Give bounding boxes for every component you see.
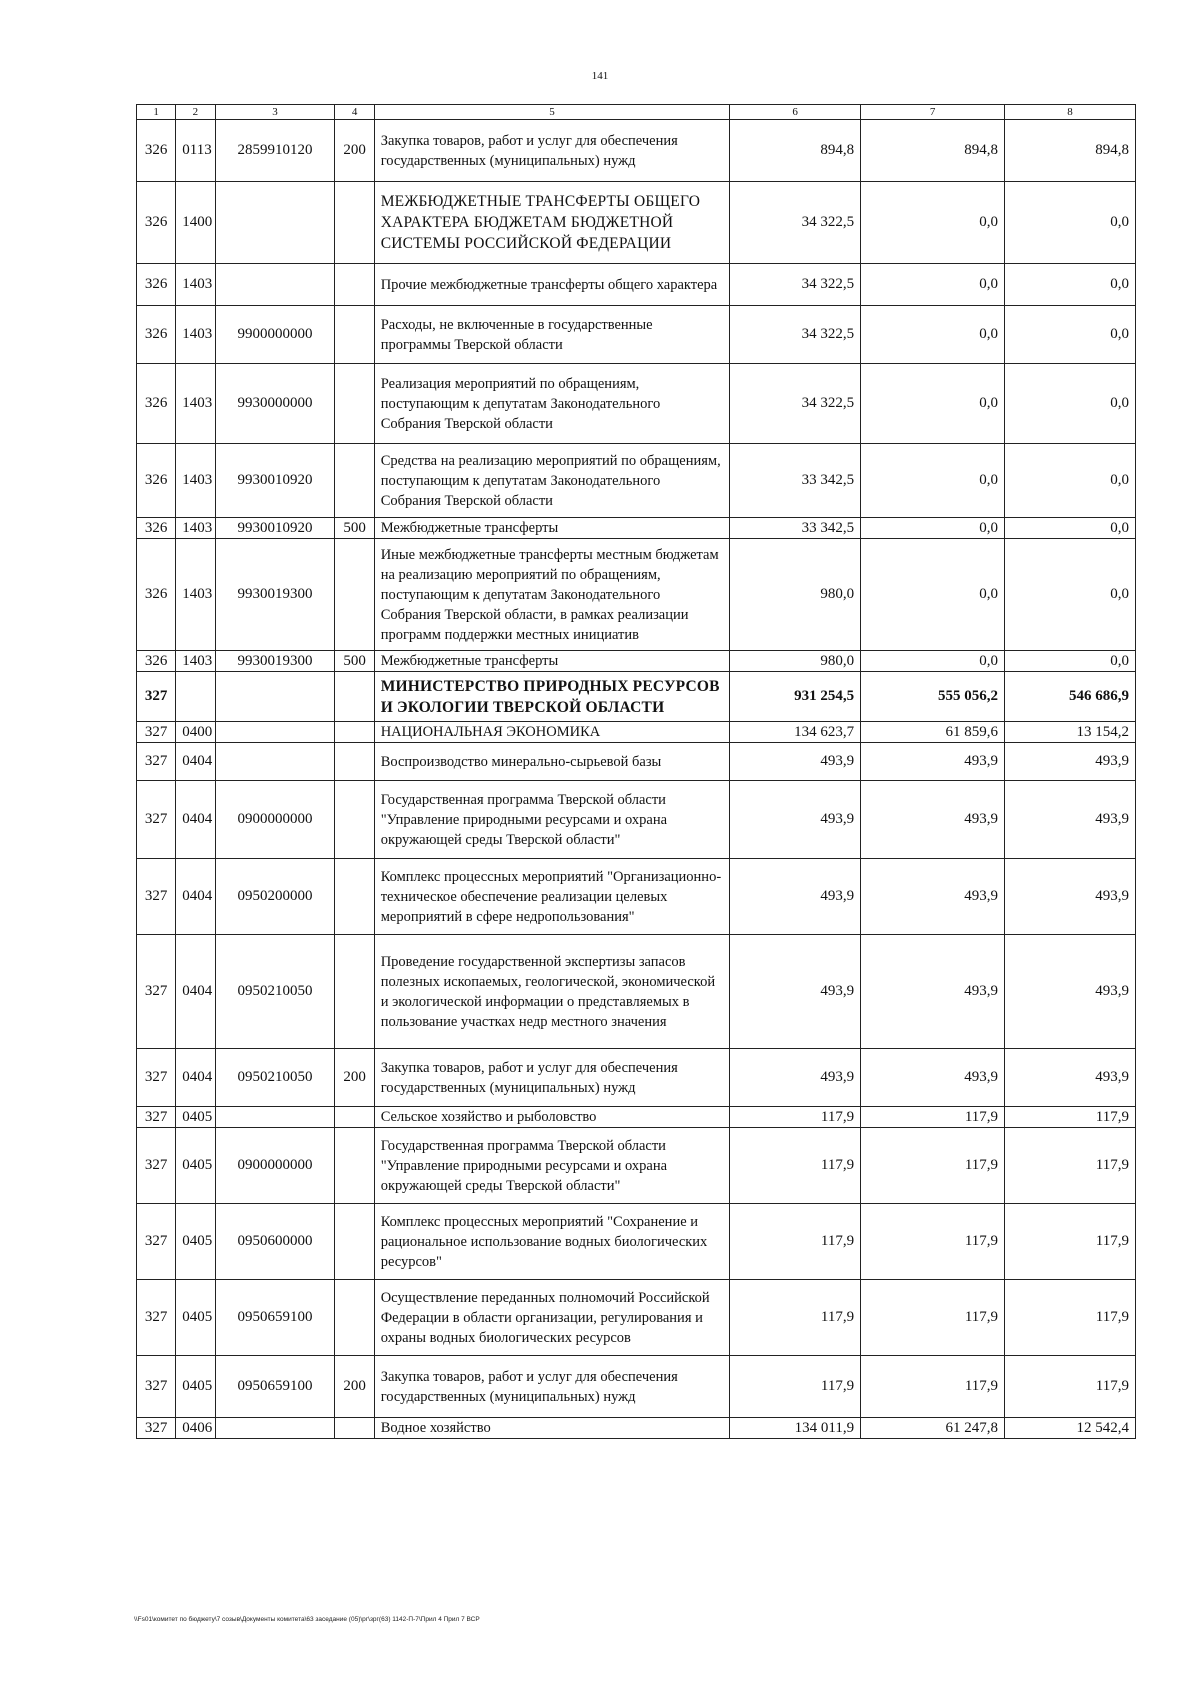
table-cell: Реализация мероприятий по обращениям, поступающим к депутатам Законодательного Собрания Тверской области xyxy=(374,364,730,444)
table-cell: 9930000000 xyxy=(215,364,335,444)
table-cell: 493,9 xyxy=(1005,743,1136,781)
table-cell: 0405 xyxy=(176,1356,215,1418)
page-number: 141 xyxy=(591,70,609,82)
table-cell: Проведение государственной экспертизы запасов полезных ископаемых, геологической, экономической и экологической информации о представляемых в пользование участках недр местного значения xyxy=(374,935,730,1049)
table-cell: 117,9 xyxy=(861,1356,1005,1418)
table-cell: 0404 xyxy=(176,781,215,859)
table-cell: 327 xyxy=(137,722,176,743)
table-cell: 1403 xyxy=(176,306,215,364)
table-cell: Сельское хозяйство и рыболовство xyxy=(374,1107,730,1128)
table-cell: 493,9 xyxy=(730,743,861,781)
table-cell: 0404 xyxy=(176,859,215,935)
table-cell: 326 xyxy=(137,182,176,264)
table-cell: 117,9 xyxy=(861,1107,1005,1128)
table-row xyxy=(137,306,1136,364)
table-cell: 980,0 xyxy=(730,651,861,672)
table-header-row xyxy=(137,105,1136,120)
table-cell xyxy=(215,743,335,781)
table-cell: 327 xyxy=(137,672,176,722)
table-cell: 0405 xyxy=(176,1128,215,1204)
table-cell: 0,0 xyxy=(861,182,1005,264)
table-cell: 0950659100 xyxy=(215,1280,335,1356)
table-cell xyxy=(335,264,374,306)
table-cell: 326 xyxy=(137,264,176,306)
table-cell: 327 xyxy=(137,1049,176,1107)
table-row xyxy=(137,364,1136,444)
table-cell xyxy=(215,1418,335,1439)
table-cell: 0900000000 xyxy=(215,781,335,859)
table-cell: 327 xyxy=(137,935,176,1049)
table-cell: 0404 xyxy=(176,935,215,1049)
table-row xyxy=(137,264,1136,306)
table-cell: 117,9 xyxy=(730,1356,861,1418)
table-cell: 326 xyxy=(137,539,176,651)
table-row xyxy=(137,1128,1136,1204)
footer-file-path: \\Fs01\комитет по бюджету\7 созыв\Документы комитета\63 заседание (05)\рг\зрг(63) 1142-П-7\Прил 4 Прил 7 ВСР xyxy=(134,1616,480,1623)
table-cell: 0405 xyxy=(176,1204,215,1280)
table-cell: 327 xyxy=(137,1107,176,1128)
table-cell xyxy=(215,264,335,306)
table-cell: 493,9 xyxy=(861,781,1005,859)
table-cell: 117,9 xyxy=(1005,1204,1136,1280)
table-cell: 0405 xyxy=(176,1280,215,1356)
table-cell: 0950210050 xyxy=(215,1049,335,1107)
table-cell: 327 xyxy=(137,1128,176,1204)
table-cell: МИНИСТЕРСТВО ПРИРОДНЫХ РЕСУРСОВ И ЭКОЛОГИИ ТВЕРСКОЙ ОБЛАСТИ xyxy=(374,672,730,722)
table-cell: Государственная программа Тверской области "Управление природными ресурсами и охрана окружающей среды Тверской области" xyxy=(374,781,730,859)
table-cell xyxy=(335,1280,374,1356)
table-cell: 0,0 xyxy=(861,518,1005,539)
table-cell: Прочие межбюджетные трансферты общего характера xyxy=(374,264,730,306)
table-cell xyxy=(335,182,374,264)
column-header: 7 xyxy=(861,105,1005,120)
table-cell: Закупка товаров, работ и услуг для обеспечения государственных (муниципальных) нужд xyxy=(374,1356,730,1418)
table-cell: 200 xyxy=(335,120,374,182)
table-cell: 0,0 xyxy=(861,539,1005,651)
table-cell: 1403 xyxy=(176,444,215,518)
table-cell: 61 247,8 xyxy=(861,1418,1005,1439)
table-cell: 0,0 xyxy=(861,306,1005,364)
table-cell: 327 xyxy=(137,743,176,781)
table-row xyxy=(137,722,1136,743)
table-cell xyxy=(335,1204,374,1280)
table-cell: Расходы, не включенные в государственные программы Тверской области xyxy=(374,306,730,364)
table-cell: Иные межбюджетные трансферты местным бюджетам на реализацию мероприятий по обращениям, поступающим к депутатам Законодательного Собрания Тверской области, в рамках реализации программ поддержки местных инициатив xyxy=(374,539,730,651)
table-body xyxy=(137,120,1136,1439)
table-cell: 9930019300 xyxy=(215,651,335,672)
table-cell: 0900000000 xyxy=(215,1128,335,1204)
column-header: 4 xyxy=(335,105,374,120)
table-cell: 327 xyxy=(137,1356,176,1418)
table-cell: НАЦИОНАЛЬНАЯ ЭКОНОМИКА xyxy=(374,722,730,743)
table-cell: 0,0 xyxy=(1005,264,1136,306)
table-row xyxy=(137,1280,1136,1356)
table-cell: 33 342,5 xyxy=(730,518,861,539)
table-cell: 1403 xyxy=(176,539,215,651)
table-cell: 12 542,4 xyxy=(1005,1418,1136,1439)
table-cell: 327 xyxy=(137,1204,176,1280)
table-cell: Межбюджетные трансферты xyxy=(374,651,730,672)
table-cell: 327 xyxy=(137,1280,176,1356)
table-cell: 493,9 xyxy=(1005,781,1136,859)
table-cell: 493,9 xyxy=(1005,1049,1136,1107)
table-row xyxy=(137,1418,1136,1439)
table-cell: 493,9 xyxy=(861,743,1005,781)
table-cell: 117,9 xyxy=(1005,1128,1136,1204)
budget-table xyxy=(136,104,1136,1439)
table-cell: 0950659100 xyxy=(215,1356,335,1418)
table-cell: Межбюджетные трансферты xyxy=(374,518,730,539)
table-cell xyxy=(335,539,374,651)
table-cell: 0,0 xyxy=(1005,444,1136,518)
table-cell: 980,0 xyxy=(730,539,861,651)
column-header: 6 xyxy=(730,105,861,120)
table-cell: 0406 xyxy=(176,1418,215,1439)
table-cell xyxy=(335,743,374,781)
table-cell: 493,9 xyxy=(730,859,861,935)
table-cell: 0,0 xyxy=(861,364,1005,444)
table-cell: 326 xyxy=(137,651,176,672)
table-cell: 1400 xyxy=(176,182,215,264)
table-cell: 34 322,5 xyxy=(730,182,861,264)
table-cell: 2859910120 xyxy=(215,120,335,182)
table-cell: 493,9 xyxy=(730,935,861,1049)
table-row xyxy=(137,444,1136,518)
table-cell xyxy=(335,306,374,364)
table-cell: 200 xyxy=(335,1356,374,1418)
table-cell: 117,9 xyxy=(1005,1356,1136,1418)
table-cell xyxy=(335,1128,374,1204)
table-cell: Закупка товаров, работ и услуг для обеспечения государственных (муниципальных) нужд xyxy=(374,1049,730,1107)
table-cell: 34 322,5 xyxy=(730,364,861,444)
table-cell: 117,9 xyxy=(861,1204,1005,1280)
table-cell: 546 686,9 xyxy=(1005,672,1136,722)
table-cell: Воспроизводство минерально-сырьевой базы xyxy=(374,743,730,781)
table-cell: 326 xyxy=(137,444,176,518)
table-cell: 1403 xyxy=(176,264,215,306)
table-cell: 493,9 xyxy=(861,935,1005,1049)
table-cell xyxy=(215,672,335,722)
table-cell: 117,9 xyxy=(730,1204,861,1280)
table-cell: 0950600000 xyxy=(215,1204,335,1280)
table-cell: 117,9 xyxy=(861,1128,1005,1204)
table-cell: 34 322,5 xyxy=(730,306,861,364)
table-cell: 0,0 xyxy=(1005,518,1136,539)
table-cell: 117,9 xyxy=(730,1128,861,1204)
table-cell: 134 623,7 xyxy=(730,722,861,743)
column-header: 1 xyxy=(137,105,176,120)
table-row xyxy=(137,1049,1136,1107)
table-cell: 200 xyxy=(335,1049,374,1107)
table-cell: 500 xyxy=(335,518,374,539)
table-row xyxy=(137,651,1136,672)
table-cell: 326 xyxy=(137,120,176,182)
table-row xyxy=(137,539,1136,651)
table-cell: 894,8 xyxy=(1005,120,1136,182)
table-row xyxy=(137,120,1136,182)
table-cell: 493,9 xyxy=(1005,859,1136,935)
table-cell: 33 342,5 xyxy=(730,444,861,518)
table-cell: 13 154,2 xyxy=(1005,722,1136,743)
table-row xyxy=(137,182,1136,264)
column-header: 3 xyxy=(215,105,335,120)
table-cell xyxy=(335,364,374,444)
table-cell: 0,0 xyxy=(861,444,1005,518)
table-cell: Средства на реализацию мероприятий по обращениям, поступающим к депутатам Законодательного Собрания Тверской области xyxy=(374,444,730,518)
table-cell: 117,9 xyxy=(730,1280,861,1356)
table-cell: 327 xyxy=(137,1418,176,1439)
table-cell: 326 xyxy=(137,306,176,364)
column-header: 2 xyxy=(176,105,215,120)
table-row xyxy=(137,1107,1136,1128)
table-cell: 9900000000 xyxy=(215,306,335,364)
table-cell: 9930010920 xyxy=(215,444,335,518)
table-cell: 117,9 xyxy=(1005,1280,1136,1356)
table-cell: 0,0 xyxy=(861,651,1005,672)
table-cell: Закупка товаров, работ и услуг для обеспечения государственных (муниципальных) нужд xyxy=(374,120,730,182)
table-row xyxy=(137,1204,1136,1280)
table-cell: 500 xyxy=(335,651,374,672)
table-cell: 117,9 xyxy=(730,1107,861,1128)
column-header: 5 xyxy=(374,105,730,120)
table-cell: 327 xyxy=(137,781,176,859)
table-cell: 9930019300 xyxy=(215,539,335,651)
table-cell: 0,0 xyxy=(1005,306,1136,364)
table-cell: 117,9 xyxy=(1005,1107,1136,1128)
table-cell: 493,9 xyxy=(861,1049,1005,1107)
table-cell: 493,9 xyxy=(861,859,1005,935)
table-cell xyxy=(215,722,335,743)
table-cell: 0113 xyxy=(176,120,215,182)
table-cell: 0405 xyxy=(176,1107,215,1128)
table-row xyxy=(137,1356,1136,1418)
table-cell: 34 322,5 xyxy=(730,264,861,306)
table-cell: 326 xyxy=(137,518,176,539)
table-row xyxy=(137,859,1136,935)
table-cell: 1403 xyxy=(176,364,215,444)
table-row xyxy=(137,935,1136,1049)
table-cell: Водное хозяйство xyxy=(374,1418,730,1439)
table-cell xyxy=(335,444,374,518)
table-cell: 493,9 xyxy=(730,781,861,859)
table-cell: 894,8 xyxy=(730,120,861,182)
table-cell: 327 xyxy=(137,859,176,935)
table-cell: Осуществление переданных полномочий Российской Федерации в области организации, регулирования и охраны водных биологических ресурсов xyxy=(374,1280,730,1356)
table-cell xyxy=(335,672,374,722)
table-row xyxy=(137,672,1136,722)
table-cell xyxy=(215,1107,335,1128)
table-cell: 0,0 xyxy=(1005,182,1136,264)
table-cell: 0,0 xyxy=(1005,651,1136,672)
table-cell: 326 xyxy=(137,364,176,444)
table-row xyxy=(137,518,1136,539)
table-cell: 1403 xyxy=(176,651,215,672)
table-cell: 493,9 xyxy=(730,1049,861,1107)
table-cell: 1403 xyxy=(176,518,215,539)
table-cell: 894,8 xyxy=(861,120,1005,182)
table-cell xyxy=(335,1107,374,1128)
table-cell: 0400 xyxy=(176,722,215,743)
table-cell: 931 254,5 xyxy=(730,672,861,722)
table-cell: Комплекс процессных мероприятий "Организационно-техническое обеспечение реализации целевых мероприятий в сфере недропользования" xyxy=(374,859,730,935)
table-cell: 555 056,2 xyxy=(861,672,1005,722)
table-cell xyxy=(215,182,335,264)
table-cell xyxy=(176,672,215,722)
table-cell: 117,9 xyxy=(861,1280,1005,1356)
table-cell xyxy=(335,859,374,935)
table-cell: 0404 xyxy=(176,743,215,781)
table-cell: 0,0 xyxy=(1005,539,1136,651)
table-cell: 493,9 xyxy=(1005,935,1136,1049)
table-cell: 0,0 xyxy=(861,264,1005,306)
table-cell xyxy=(335,781,374,859)
table-cell xyxy=(335,722,374,743)
table-row xyxy=(137,781,1136,859)
table-cell: Комплекс процессных мероприятий "Сохранение и рациональное использование водных биологических ресурсов" xyxy=(374,1204,730,1280)
table-cell: МЕЖБЮДЖЕТНЫЕ ТРАНСФЕРТЫ ОБЩЕГО ХАРАКТЕРА БЮДЖЕТАМ БЮДЖЕТНОЙ СИСТЕМЫ РОССИЙСКОЙ ФЕДЕРАЦИИ xyxy=(374,182,730,264)
table-cell: 9930010920 xyxy=(215,518,335,539)
table-cell: 0,0 xyxy=(1005,364,1136,444)
table-cell: Государственная программа Тверской области "Управление природными ресурсами и охрана окружающей среды Тверской области" xyxy=(374,1128,730,1204)
table-cell: 0950200000 xyxy=(215,859,335,935)
table-cell xyxy=(335,935,374,1049)
table-cell: 61 859,6 xyxy=(861,722,1005,743)
table-row xyxy=(137,743,1136,781)
column-header: 8 xyxy=(1005,105,1136,120)
table-cell: 134 011,9 xyxy=(730,1418,861,1439)
table-cell: 0950210050 xyxy=(215,935,335,1049)
table-cell: 0404 xyxy=(176,1049,215,1107)
table-cell xyxy=(335,1418,374,1439)
